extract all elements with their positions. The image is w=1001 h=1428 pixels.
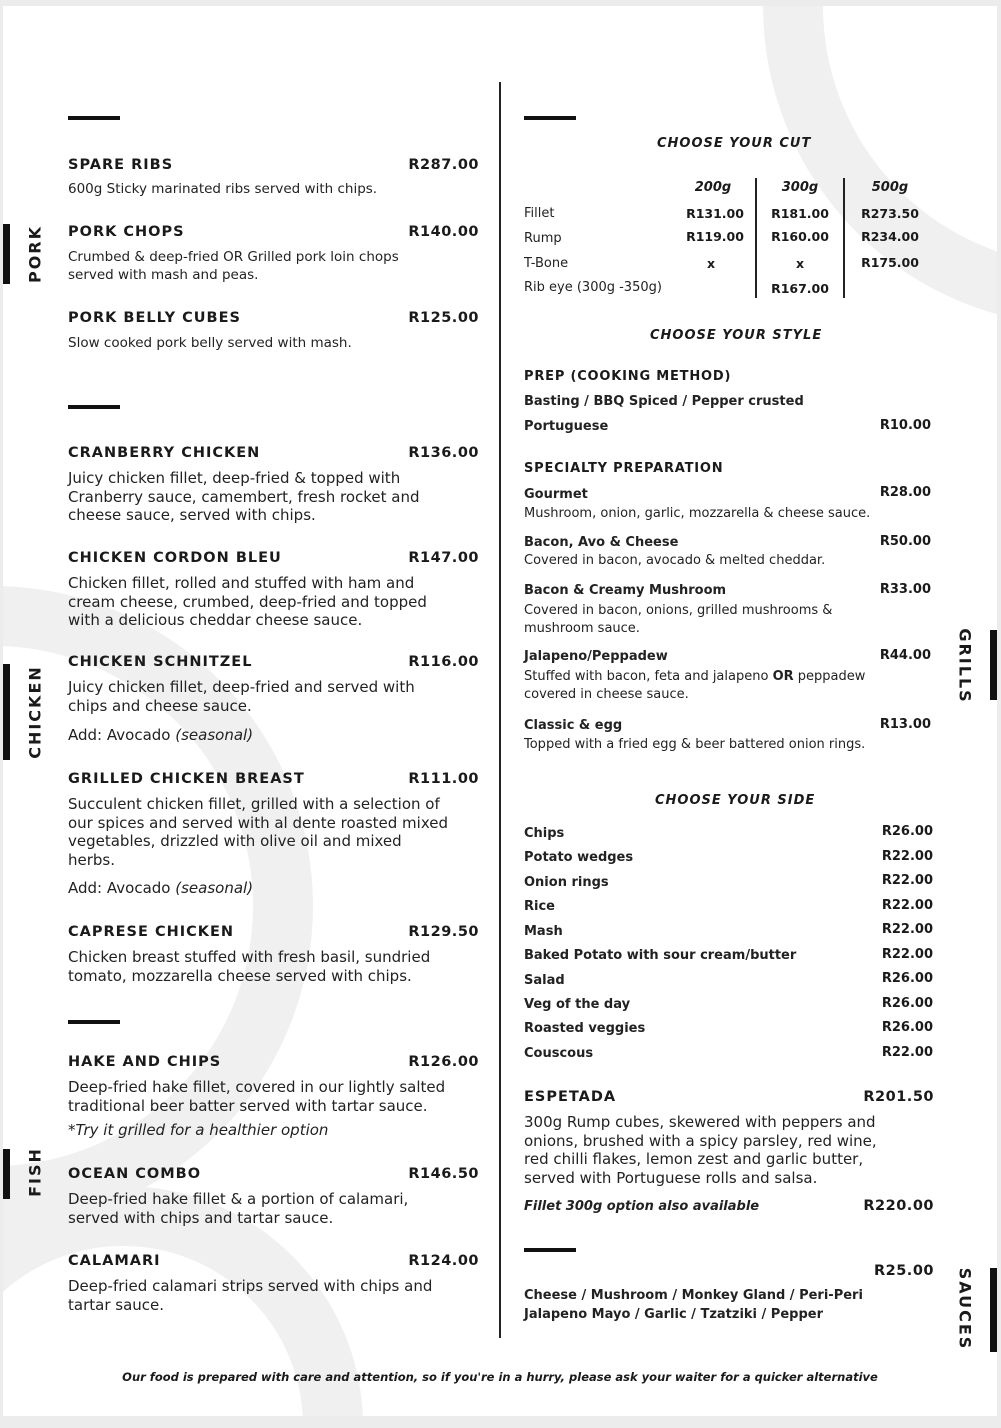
item-price: R111.00	[408, 771, 479, 787]
side-price: R22.00	[881, 849, 933, 864]
specialty-description: Covered in bacon, onions, grilled mushrooms & mushroom sauce.	[524, 603, 833, 636]
item-name: PORK BELLY CUBES	[68, 310, 241, 326]
addon-label: Add:	[68, 879, 103, 897]
fillet-option-price: R220.00	[863, 1198, 934, 1214]
side-price: R22.00	[881, 922, 933, 937]
cut-price: R234.00	[861, 229, 919, 244]
item-price: R124.00	[408, 1253, 479, 1269]
item-price: R140.00	[408, 224, 479, 240]
sauce-list: Cheese / Mushroom / Monkey Gland / Peri-Peri	[524, 1288, 863, 1303]
item-name: PORK CHOPS	[68, 224, 185, 240]
side-price: R26.00	[881, 824, 933, 839]
item-description: Deep-fried hake fillet & a portion of calamari, served with chips and tartar sauce.	[68, 1190, 409, 1227]
specialty-price: R13.00	[879, 717, 931, 732]
item-description: Deep-fried hake fillet, covered in our lightly salted traditional beer batter served with tartar sauce.	[68, 1078, 446, 1115]
style-heading: CHOOSE YOUR STYLE	[650, 328, 823, 343]
addon-text: Avocado	[106, 879, 171, 897]
specialty-name: Gourmet	[524, 487, 588, 502]
item-note: *Try it grilled for a healthier option	[68, 1121, 329, 1139]
section-bar-sauces	[990, 1268, 997, 1352]
description-or: OR	[772, 669, 794, 684]
item-name: GRILLED CHICKEN BREAST	[68, 771, 305, 787]
item-price: R287.00	[408, 157, 479, 173]
side-price: R26.00	[881, 996, 933, 1011]
item-price: R146.50	[408, 1166, 479, 1182]
item-price: R126.00	[408, 1054, 479, 1070]
item-addon	[68, 879, 448, 898]
item-name: ESPETADA	[524, 1089, 617, 1105]
section-label-chicken: CHICKEN	[25, 665, 45, 759]
section-rule	[524, 116, 576, 120]
specialty-description: Covered in bacon, avocado & melted cheddar.	[524, 553, 826, 568]
description-part: Stuffed with bacon, feta and jalapeno	[524, 669, 769, 684]
item-name: HAKE AND CHIPS	[68, 1054, 222, 1070]
item-description: Slow cooked pork belly served with mash.	[68, 335, 352, 351]
cut-name: T-Bone	[524, 256, 569, 271]
item-description: Deep-fried calamari strips served with chips and tartar sauce.	[68, 1277, 433, 1314]
section-rule	[524, 1248, 576, 1252]
cut-name: Fillet	[524, 206, 555, 221]
item-description: 600g Sticky marinated ribs served with chips.	[68, 181, 378, 197]
item-description: Crumbed & deep-fried OR Grilled pork loin chops served with mash and peas.	[68, 249, 399, 283]
item-description: Succulent chicken fillet, grilled with a selection of our spices and served with al dente roasted mixed vegetables, drizzled with olive oil and mixed herbs.	[68, 795, 448, 869]
side-name: Salad	[524, 973, 565, 988]
cut-price: R119.00	[686, 229, 744, 244]
item-price: R147.00	[408, 550, 479, 566]
specialty-name: Bacon & Creamy Mushroom	[524, 583, 727, 598]
side-heading: CHOOSE YOUR SIDE	[655, 793, 816, 808]
menu-page	[3, 6, 997, 1416]
section-bar-grills	[990, 630, 997, 700]
side-price: R26.00	[881, 971, 933, 986]
portuguese-option: Portuguese	[524, 419, 609, 434]
side-price: R22.00	[881, 898, 933, 913]
weight-header: 300g	[781, 180, 819, 195]
section-rule	[68, 1020, 120, 1024]
section-label-fish: FISH	[25, 1147, 45, 1197]
section-rule	[68, 405, 120, 409]
item-name: CRANBERRY CHICKEN	[68, 445, 261, 461]
cut-heading: CHOOSE YOUR CUT	[657, 136, 812, 151]
item-price: R129.50	[408, 924, 479, 940]
side-name: Baked Potato with sour cream/butter	[524, 948, 797, 963]
item-price: R116.00	[408, 654, 479, 670]
item-name: CHICKEN CORDON BLEU	[68, 550, 282, 566]
prep-heading: PREP (COOKING METHOD)	[524, 369, 732, 384]
cut-price: R167.00	[771, 281, 829, 296]
section-label-grills: GRILLS	[955, 628, 975, 704]
addon-text: Avocado	[106, 726, 171, 744]
side-price: R26.00	[881, 1020, 933, 1035]
addon-label: Add:	[68, 726, 103, 744]
sauce-list: Jalapeno Mayo / Garlic / Tzatziki / Pepper	[524, 1307, 823, 1322]
side-name: Couscous	[524, 1046, 594, 1061]
table-column-line	[755, 178, 757, 298]
cut-price: R175.00	[861, 255, 919, 270]
section-bar-pork	[3, 224, 10, 284]
specialty-description: Mushroom, onion, garlic, mozzarella & cheese sauce.	[524, 506, 871, 521]
table-column-line	[843, 178, 845, 298]
specialty-name: Jalapeno/Peppadew	[524, 649, 668, 664]
cut-price: R273.50	[861, 206, 919, 221]
sauce-price: R25.00	[873, 1263, 934, 1279]
item-description: Juicy chicken fillet, deep-fried & topped with Cranberry sauce, camembert, fresh rocket and cheese sauce, served with chips.	[68, 469, 420, 524]
side-name: Rice	[524, 899, 555, 914]
specialty-description: Topped with a fried egg & beer battered onion rings.	[524, 737, 866, 752]
weight-header: 500g	[871, 180, 909, 195]
addon-note: (seasonal)	[175, 879, 254, 897]
item-description: Juicy chicken fillet, deep-fried and served with chips and cheese sauce.	[68, 678, 415, 715]
side-name: Onion rings	[524, 875, 609, 890]
item-description: Chicken fillet, rolled and stuffed with ham and cream cheese, crumbed, deep-fried and topped with a delicious cheddar cheese sauce.	[68, 574, 427, 629]
item-name: CHICKEN SCHNITZEL	[68, 654, 253, 670]
fillet-option: Fillet 300g option also available	[524, 1199, 760, 1214]
weight-header: 200g	[694, 180, 732, 195]
specialty-heading: SPECIALTY PREPARATION	[524, 461, 724, 476]
item-addon	[68, 726, 448, 745]
cut-name: Rump	[524, 231, 562, 246]
prep-options: Basting / BBQ Spiced / Pepper crusted	[524, 394, 804, 409]
background-arc	[763, 6, 997, 326]
side-price: R22.00	[881, 873, 933, 888]
side-price: R22.00	[881, 947, 933, 962]
specialty-price: R33.00	[879, 582, 931, 597]
section-bar-fish	[3, 1149, 10, 1199]
specialty-price: R44.00	[879, 648, 931, 663]
section-label-pork: PORK	[25, 224, 45, 284]
specialty-price: R50.00	[879, 534, 931, 549]
item-description: Chicken breast stuffed with fresh basil, sundried tomato, mozzarella cheese served with chips.	[68, 948, 431, 985]
side-price: R22.00	[881, 1045, 933, 1060]
description-part: peppadew covered in cheese sauce.	[524, 669, 866, 702]
section-label-sauces: SAUCES	[955, 1267, 975, 1351]
item-price: R136.00	[408, 445, 479, 461]
side-name: Potato wedges	[524, 850, 634, 865]
item-name: SPARE RIBS	[68, 157, 174, 173]
cut-price: x	[795, 256, 805, 271]
specialty-description	[524, 668, 899, 704]
side-name: Veg of the day	[524, 997, 631, 1012]
cut-name: Rib eye (300g -350g)	[524, 280, 662, 295]
item-price: R125.00	[408, 310, 479, 326]
portuguese-price: R10.00	[879, 418, 931, 433]
footer-note: Our food is prepared with care and attention, so if you're in a hurry, please ask your waiter for a quicker alternative	[122, 1370, 878, 1384]
addon-note: (seasonal)	[175, 726, 254, 744]
item-name: CAPRESE CHICKEN	[68, 924, 235, 940]
cut-price: R181.00	[771, 206, 829, 221]
side-name: Chips	[524, 826, 565, 841]
specialty-price: R28.00	[879, 485, 931, 500]
specialty-name: Classic & egg	[524, 718, 623, 733]
cut-price: R131.00	[686, 206, 744, 221]
item-price: R201.50	[863, 1089, 934, 1105]
cut-price: R160.00	[771, 229, 829, 244]
item-description: 300g Rump cubes, skewered with peppers and onions, brushed with a spicy parsley, red wine, red chilli flakes, lemon zest and garlic butter, served with Portuguese rolls and salsa.	[524, 1113, 877, 1187]
item-name: OCEAN COMBO	[68, 1166, 202, 1182]
cut-price: x	[706, 256, 716, 271]
section-bar-chicken	[3, 664, 10, 760]
section-rule	[68, 116, 120, 120]
side-name: Roasted veggies	[524, 1021, 646, 1036]
item-name: CALAMARI	[68, 1253, 161, 1269]
specialty-name: Bacon, Avo & Cheese	[524, 535, 679, 550]
side-name: Mash	[524, 924, 563, 939]
column-divider	[499, 82, 501, 1338]
